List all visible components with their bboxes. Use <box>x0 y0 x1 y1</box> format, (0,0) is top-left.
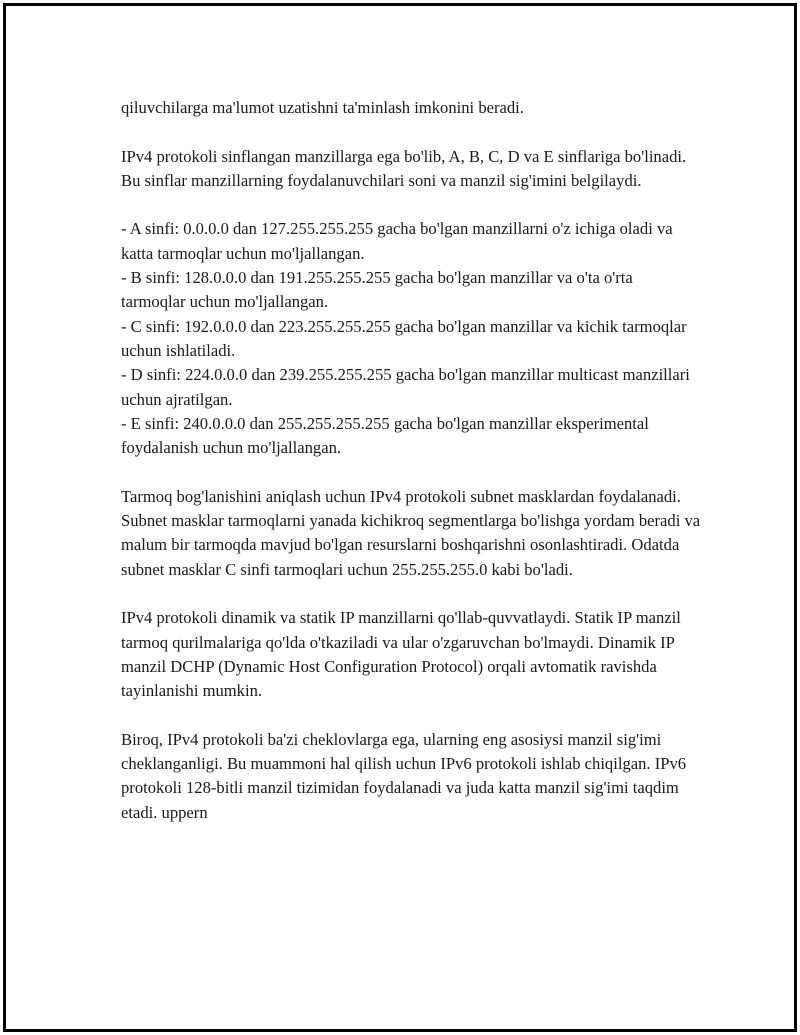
address-classes-list <box>121 217 701 460</box>
intro-line: qiluvchilarga ma'lumot uzatishni ta'minlash imkonini beradi. <box>121 98 524 117</box>
class-a-item: - A sinfi: 0.0.0.0 dan 127.255.255.255 gacha bo'lgan manzillarni o'z ichiga oladi va katta tarmoqlar uchun mo'ljallangan. <box>121 219 673 263</box>
limitations-paragraph: Biroq, IPv4 protokoli ba'zi cheklovlarga ega, ularning eng asosiysi manzil sig'imi cheklanganligi. Bu muammoni hal qilish uchun IPv6 protokoli ishlab chiqilgan. IPv6 protokoli 128-bitli manzil tizimidan foydalanadi va juda katta manzil sig'imi taqdim etadi. uppern <box>121 729 687 822</box>
subnet-paragraph: Tarmoq bog'lanishini aniqlash uchun IPv4 protokoli subnet masklardan foydalanadi. Subnet masklar tarmoqlarni yanada kichikroq segmentlarga bo'lishga yordam beradi va malum bir tarmoqda mavjud bo'lgan resurslarni boshqarishni osonlashtiradi. Odatda subnet masklar C sinfi tarmoqlari uchun 255.255.255.0 kabi bo'ladi. <box>121 486 701 579</box>
dynamic-static-paragraph: IPv4 protokoli dinamik va statik IP manzillarni qo'llab-quvvatlaydi. Statik IP manzil tarmoq qurilmalariga qo'lda o'tkaziladi va ular o'zgaruvchan bo'lmaydi. Dinamik IP manzil DCHP (Dynamic Host Configuration Protocol) orqali avtomatik ravishda tayinlanishi mumkin. <box>121 608 681 701</box>
class-c-item: - C sinfi: 192.0.0.0 dan 223.255.255.255 gacha bo'lgan manzillar va kichik tarmoqlar uchun ishlatiladi. <box>121 316 687 360</box>
classes-intro-paragraph: IPv4 protokoli sinflangan manzillarga ega bo'lib, A, B, C, D va E sinflariga bo'linadi. Bu sinflar manzillarning foydalanuvchilari soni va manzil sig'imini belgilaydi. <box>121 146 687 190</box>
class-b-item: - B sinfi: 128.0.0.0 dan 191.255.255.255 gacha bo'lgan manzillar va o'ta o'rta tarmoqlar uchun mo'ljallangan. <box>121 268 633 312</box>
class-d-item: - D sinfi: 224.0.0.0 dan 239.255.255.255 gacha bo'lgan manzillar multicast manzillari uchun ajratilgan. <box>121 365 690 409</box>
class-e-item: - E sinfi: 240.0.0.0 dan 255.255.255.255 gacha bo'lgan manzillar eksperimental foydalanish uchun mo'ljallangan. <box>121 413 649 458</box>
document-page <box>3 3 797 1032</box>
document-body <box>121 96 701 849</box>
